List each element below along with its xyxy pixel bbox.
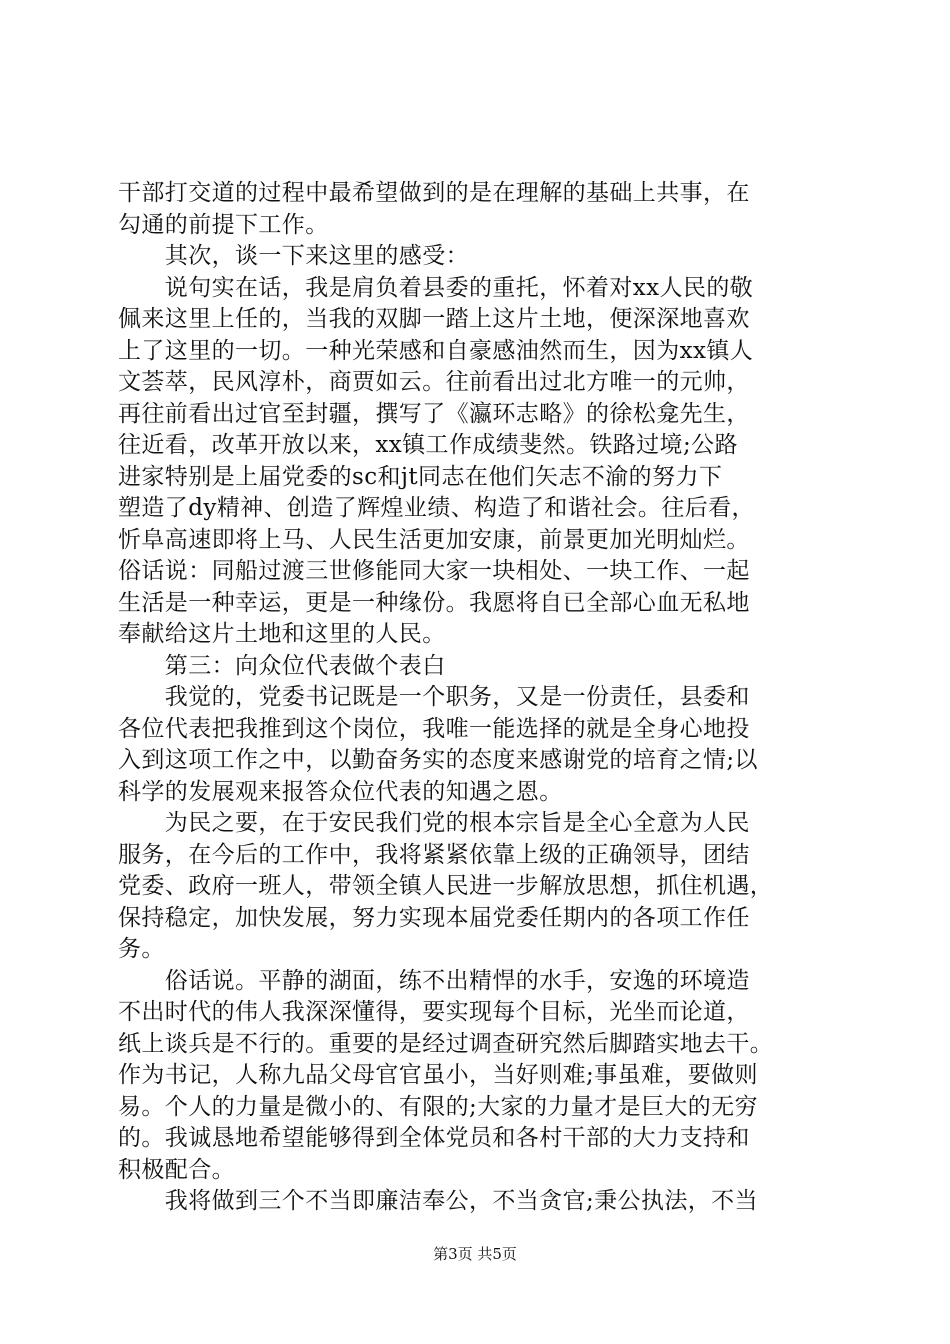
text-line: 佩来这里上任的，当我的双脚一踏上这片土地，便深深地喜欢 <box>118 306 750 332</box>
page-footer <box>0 1244 950 1264</box>
text-line: 服务，在今后的工作中，我将紧紧依靠上级的正确领导，团结 <box>118 841 750 868</box>
text-line: 其次，谈一下来这里的感受： <box>118 243 469 269</box>
text-line: 党委、政府一班人，带领全镇人民进一步解放思想，抓住机遇， <box>118 873 774 899</box>
text-line: 塑造了dy精神、创造了辉煌业绩、构造了和谐社会。往后看， <box>118 495 755 521</box>
text-line: 的。我诚恳地希望能够得到全体党员和各村干部的大力支持和 <box>118 1125 750 1151</box>
text-line: 为民之要，在于安民我们党的根本宗旨是全心全意为人民 <box>118 810 750 836</box>
text-line: 我觉的，党委书记既是一个职务，又是一份责任，县委和 <box>118 684 750 710</box>
page-number-label: 第3页 共5页 <box>433 1245 517 1263</box>
document-body <box>118 178 838 1218</box>
text-line: 务。 <box>118 936 165 962</box>
text-line: 易。个人的力量是微小的、有限的;大家的力量才是巨大的无穷 <box>118 1093 758 1120</box>
text-line: 干部打交道的过程中最希望做到的是在理解的基础上共事，在 <box>118 180 750 206</box>
text-line: 科学的发展观来报答众位代表的知遇之恩。 <box>118 778 563 805</box>
text-line: 文荟萃，民风淳朴，商贾如云。往前看出过北方唯一的元帅， <box>118 369 750 395</box>
text-line: 各位代表把我推到这个岗位，我唯一能选择的就是全身心地投 <box>118 715 750 742</box>
text-line: 纸上谈兵是不行的。重要的是经过调查研究然后脚踏实地去干。 <box>118 1030 774 1057</box>
text-line: 作为书记，人称九品父母官官虽小，当好则难;事虽难，要做则 <box>118 1062 758 1088</box>
text-line: 积极配合。 <box>118 1156 235 1183</box>
text-line: 勾通的前提下工作。 <box>118 211 329 238</box>
text-line: 上了这里的一切。一种光荣感和自豪感油然而生，因为xx镇人 <box>118 337 754 364</box>
text-line: 往近看，改革开放以来，xx镇工作成绩斐然。铁路过境;公路 <box>118 432 738 458</box>
text-line: 俗话说。平静的湖面，练不出精悍的水手，安逸的环境造 <box>118 967 750 994</box>
text-line: 我将做到三个不当即廉洁奉公，不当贪官;秉公执法，不当 <box>118 1188 758 1214</box>
text-line: 再往前看出过官至封疆，撰写了《瀛环志略》的徐松龛先生， <box>118 400 750 427</box>
text-line: 进家特别是上届党委的sc和jt同志在他们矢志不渝的努力下 <box>118 463 723 490</box>
text-line: 不出时代的伟人我深深懂得，要实现每个目标，光坐而论道， <box>118 999 750 1025</box>
text-line: 说句实在话，我是肩负着县委的重托，怀着对xx人民的敬 <box>118 274 754 301</box>
text-line: 俗话说：同船过渡三世修能同大家一块相处、一块工作、一起 <box>118 558 750 584</box>
text-line: 入到这项工作之中，以勤奋务实的态度来感谢党的培育之情;以 <box>118 747 758 773</box>
text-line: 生活是一种幸运，更是一种缘份。我愿将自已全部心血无私地 <box>118 589 750 616</box>
text-line: 忻阜高速即将上马、人民生活更加安康，前景更加光明灿烂。 <box>118 526 750 553</box>
text-line: 第三：向众位代表做个表白 <box>118 652 446 679</box>
text-line: 奉献给这片土地和这里的人民。 <box>118 621 446 647</box>
text-line: 保持稳定，加快发展，努力实现本届党委任期内的各项工作任 <box>118 904 750 931</box>
